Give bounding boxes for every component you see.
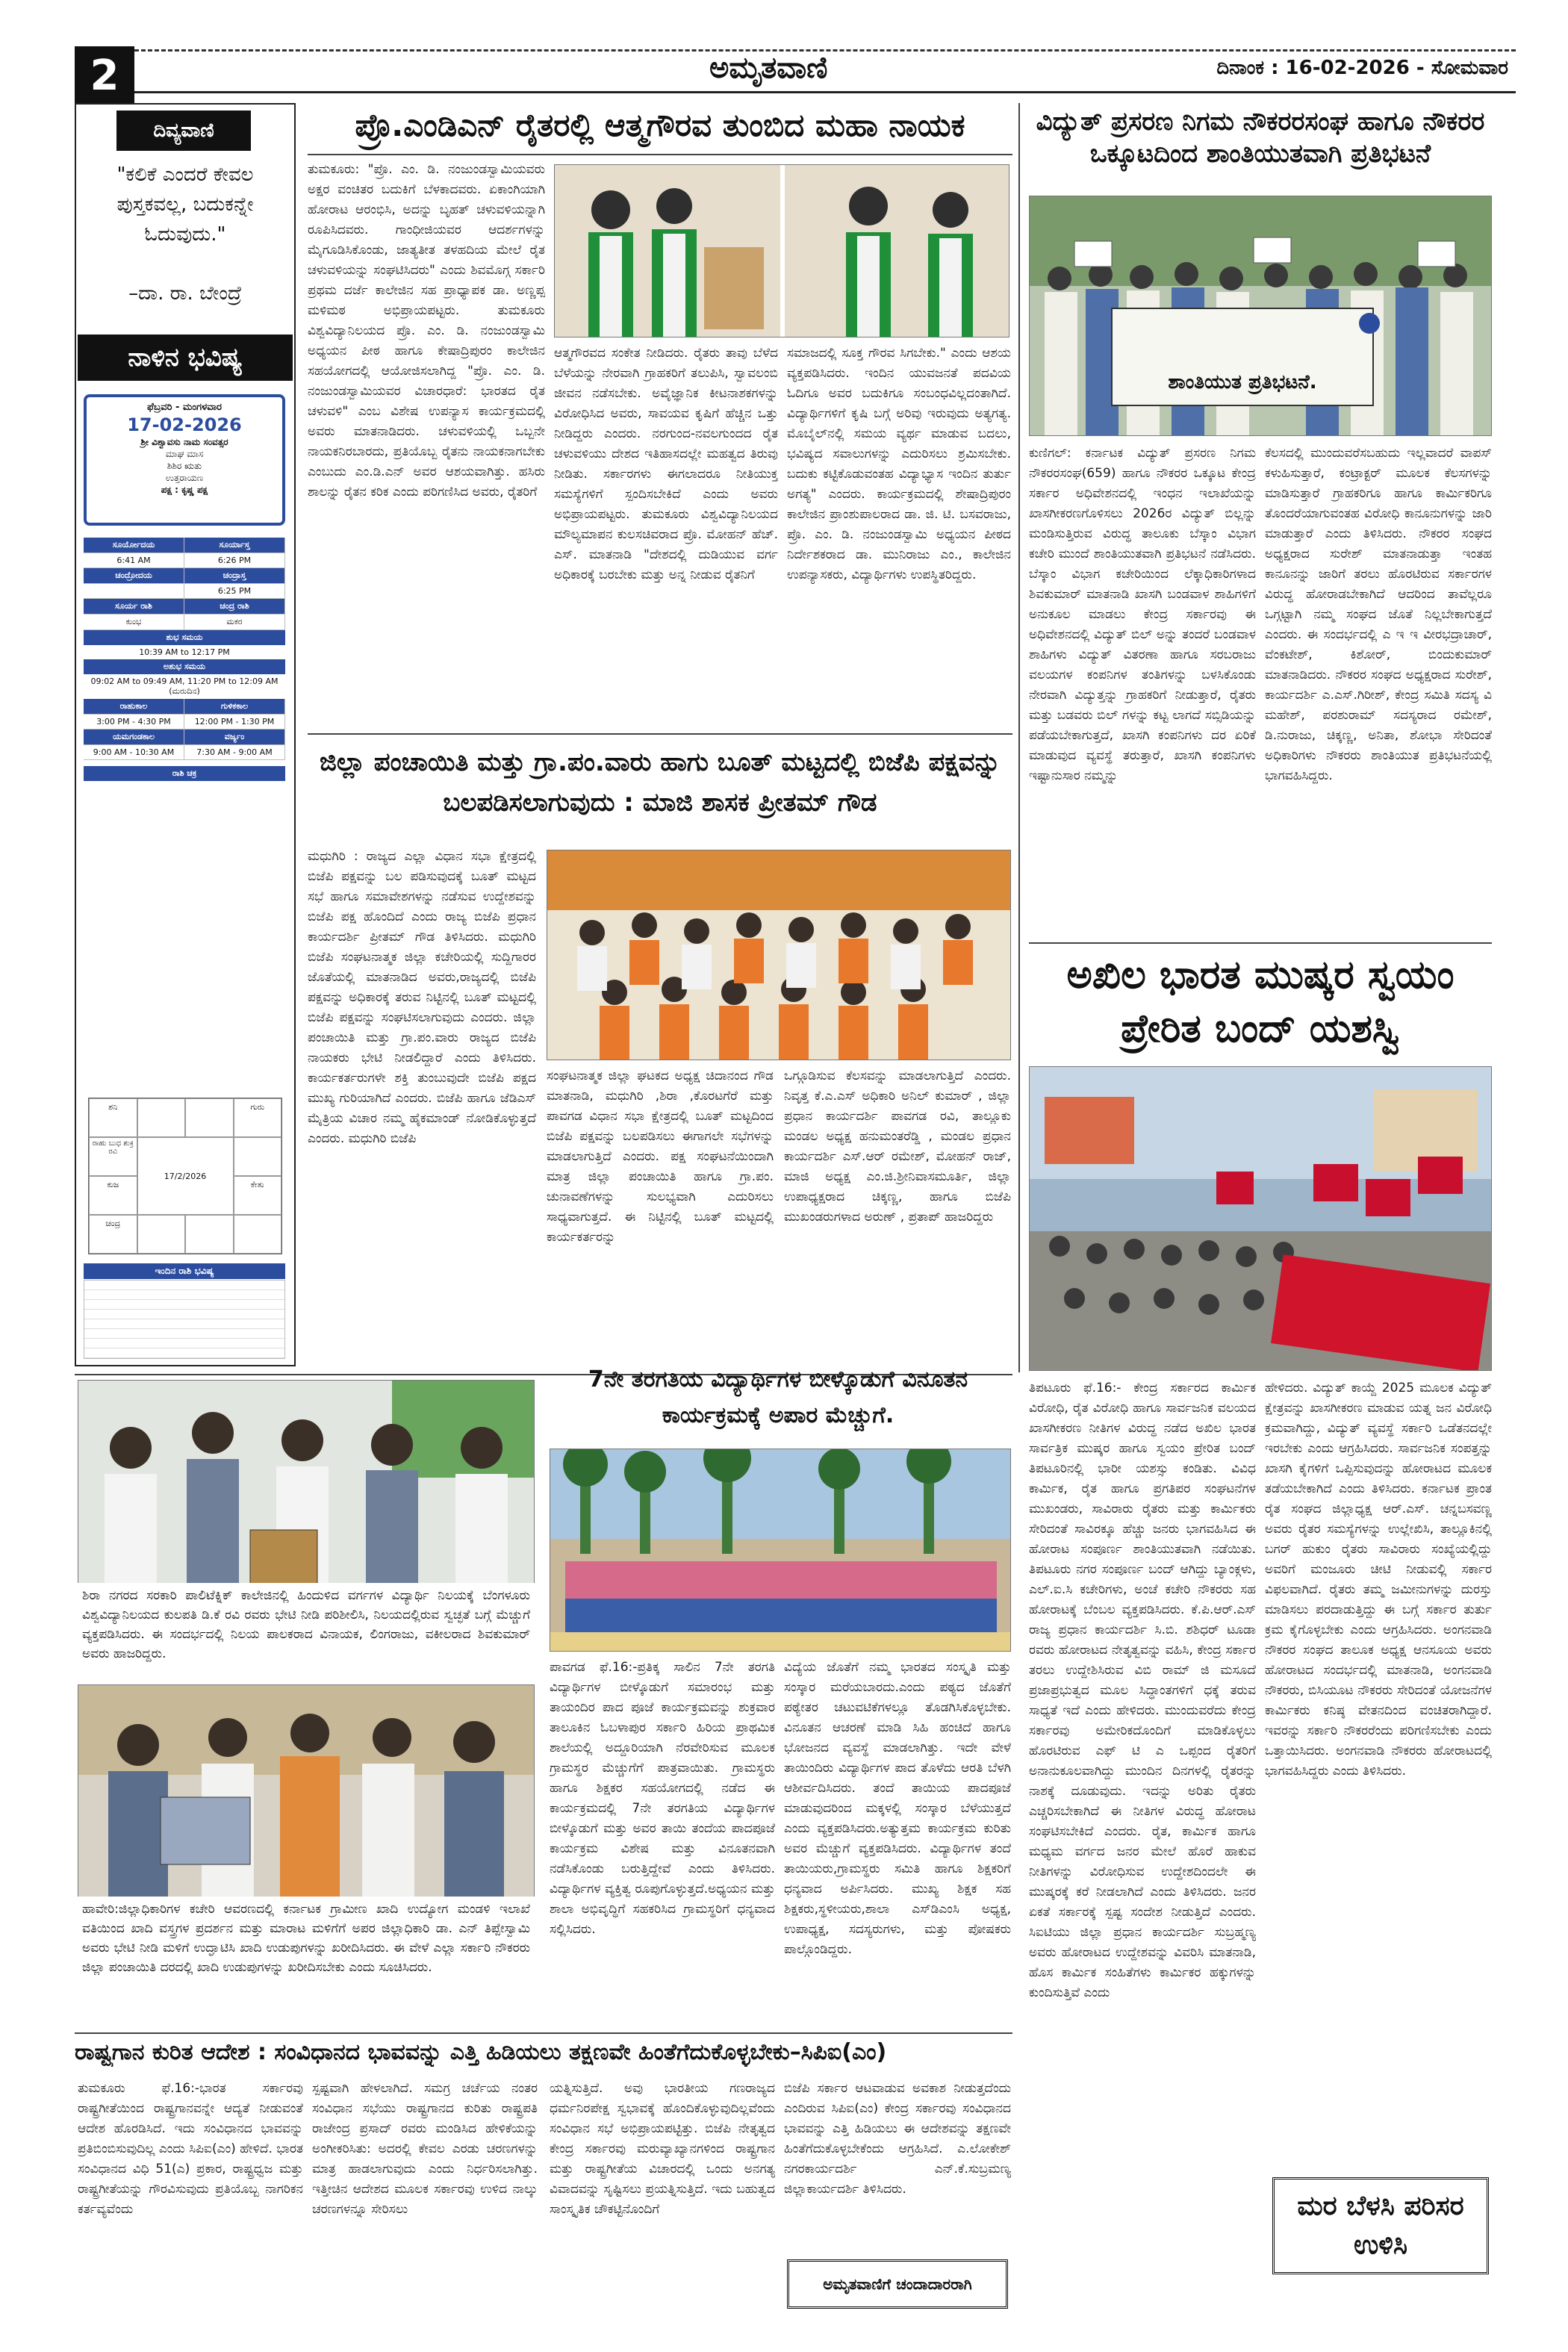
header-rule: [134, 91, 1516, 93]
moon-header-set: ಚಂದ್ರಾಸ್ತ: [184, 568, 285, 583]
gulika-header: ಗುಳಿಕಕಾಲ: [184, 699, 285, 714]
yama-value: 9:00 AM - 10:30 AM: [84, 745, 184, 759]
rashi-cell-rahu: ರಾಹು ಬುಧ ಶುಕ್ರ ರವಿ: [89, 1137, 137, 1176]
moonrise-value: [84, 584, 184, 598]
calendar-date: 17-02-2026: [127, 414, 242, 435]
article4-col2: ಹೇಳಿದರು. ವಿದ್ಯುತ್ ಕಾಯ್ದೆ 2025 ಮೂಲಕ ವಿದ್ಯುತ್ ಕ್ಷೇತ್ರವನ್ನು ಖಾಸಗೀಕರಣ ಮಾಡುವ ಯತ್ನ ಜನ ವಿರೋಧಿ ಕ್ರಮವಾಗಿದ್ದು, ವಿದ್ಯುತ್ ವ್ಯವಸ್ಥೆ ಸರ್ಕಾರಿ ಒಡೆತನದಲ್ಲೇ ಇರಬೇಕು ಎಂದು ಆಗ್ರಹಿಸಿದರು. ಸಾರ್ವಜನಿಕ ಸಂಪತ್ತನ್ನು ಖಾಸಗಿ ಕೈಗಳಿಗೆ ಒಪ್ಪಿಸುವುದನ್ನು ಹೋರಾಟದ ಮೂಲಕ ತಡೆಯಬೇಕಾಗಿದೆ ಎಂದು ತಿಳಿಸಿದರು. ಕರ್ನಾಟಕ ಪ್ರಾಂತ ರೈತ ಸಂಘದ ಜಿಲ್ಲಾಧ್ಯಕ್ಷ ಆರ್.ಎಸ್. ಚನ್ನಬಸವಣ್ಣ ಅವರು ರೈತರ ಸಮಸ್ಯೆಗಳನ್ನು ಉಲ್ಲೇಖಿಸಿ, ತಾಲ್ಲೂಕಿನಲ್ಲಿ ಬಗರ್ ಹುಕುಂ ರೈತರು ಸಾವಿರಾರು ಸಂಖ್ಯೆಯಲ್ಲಿದ್ದು ಅವರಿಗೆ ಮಂಜೂರು ಚೀಟಿ ನೀಡುವಲ್ಲಿ ಸರ್ಕಾರ ವಿಫಲವಾಗಿದೆ. ರೈತರು ತಮ್ಮ ಜಮೀನುಗಳನ್ನು ದುರಸ್ತು ಮಾಡಿಸಲು ಪರದಾಡುತ್ತಿದ್ದು ಈ ಬಗ್ಗೆ ಸರ್ಕಾರ ತುರ್ತು ಕ್ರಮ ಕೈಗೊಳ್ಳಬೇಕು ಎಂದು ಆಗ್ರಹಿಸಿದರು. ಅಂಗನವಾಡಿ ನೌಕರರ ಸಂಘದ ತಾಲೂಕ ಅಧ್ಯಕ್ಷ ಆನಸೂಯ ಅವರು ಹೋರಾಟದ ಸಂದರ್ಭದಲ್ಲಿ ಮಾತನಾಡಿ, ಅಂಗನವಾಡಿ ನೌಕರರು, ಬಿಸಿಯೂಟ ನೌಕರರು ಸೇರಿದಂತೆ ಯೋಜನೆಗಳ ಕಾರ್ಮಿಕರು ಕನಿಷ್ಠ ವೇತನದಿಂದ ವಂಚಿತರಾಗಿದ್ದಾರೆ. ಇವರನ್ನು ಸರ್ಕಾರಿ ನೌಕರರೆಂದು ಪರಿಗಣಿಸಬೇಕು ಎಂದು ಒತ್ತಾಯಿಸಿದರು. ಅಂಗನವಾಡಿ ನೌಕರರು ಹೋರಾಟದಲ್ಲಿ ಭಾಗವಹಿಸಿದ್ದರು ಎಂದು ತಿಳಿಸಿದರು.: [1265, 1381, 1492, 1779]
article3-col1: ಮಧುಗಿರಿ : ರಾಜ್ಯದ ಎಲ್ಲಾ ವಿಧಾನ ಸಭಾ ಕ್ಷೇತ್ರದಲ್ಲಿ ಬಿಜೆಪಿ ಪಕ್ಷವನ್ನು ಬಲ ಪಡಿಸುವುದಕ್ಕೆ ಬೂತ್ ಮಟ್ಟದ ಸಭೆ ಹಾಗೂ ಸಮಾವೇಶಗಳನ್ನು ನಡೆಸುವ ಉದ್ದೇಶವನ್ನು ಬಿಜೆಪಿ ಪಕ್ಷ ಹೊಂದಿದೆ ಎಂದು ರಾಜ್ಯ ಬಿಜೆಪಿ ಪ್ರಧಾನ ಕಾರ್ಯದರ್ಶಿ ಪ್ರೀತಮ್ ಗೌಡ ತಿಳಿಸಿದರು. ಮಧುಗಿರಿ ಬಿಜೆಪಿ ಸಂಘಟನಾತ್ಮಕ ಜಿಲ್ಲಾ ಕಚೇರಿಯಲ್ಲಿ ಸುದ್ದಿಗಾರರ ಜೊತೆಯಲ್ಲಿ ಮಾತನಾಡಿದ ಅವರು,ರಾಜ್ಯದಲ್ಲಿ ಬಿಜೆಪಿ ಪಕ್ಷವನ್ನು ಅಧಿಕಾರಕ್ಕೆ ತರುವ ನಿಟ್ಟಿನಲ್ಲಿ ಬೂತ್ ಮಟ್ಟದಲ್ಲಿ ಬಿಜೆಪಿ ಪಕ್ಷವನ್ನು ಸಂಘಟಿಸಲಾಗುವುದು ಎಂದರು. ಜಿಲ್ಲಾ ಪಂಚಾಯಿತಿ ಮತ್ತು ಗ್ರಾ.ಪಂ.ವಾರು ರಾಜ್ಯದ ಬಿಜೆಪಿ ನಾಯಕರು ಭೇಟಿ ನೀಡಲಿದ್ದಾರೆ ಎಂದು ತಿಳಿಸಿದರು. ಕಾರ್ಯಕರ್ತರುಗಳೇ ಶಕ್ತಿ ತುಂಬುವುದೇ ಬಿಜೆಪಿ ಪಕ್ಷದ ಮುಖ್ಯ ಗುರಿಯಾಗಿದೆ ಎಂದರು. ಬಿಜೆಪಿ ಹಾಗೂ ಜೆಡಿಎಸ್ ಮೈತ್ರಿಯ ವಿಚಾರ ನಮ್ಮ ಹೈಕಮಾಂಡ್ ನೋಡಿಕೊಳ್ಳುತ್ತದೆ ಎಂದರು. ಮಧುಗಿರಿ ಬಿಜೆಪಿ: [308, 849, 536, 1146]
article3-top-rule: [308, 733, 1012, 735]
sun-header-rise: ಸೂರ್ಯೋದಯ: [84, 538, 184, 553]
calendar-masa: ಮಾಘ ಮಾಸ: [165, 449, 204, 459]
article4-top-rule: [1029, 942, 1492, 944]
article5-caption: ಶಿರಾ ನಗರದ ಸರಕಾರಿ ಪಾಲಿಟೆಕ್ನಿಕ್ ಕಾಲೇಜಿನಲ್ಲಿ ಹಿಂದುಳಿದ ವರ್ಗಗಳ ವಿದ್ಯಾರ್ಥಿ ನಿಲಯಕ್ಕೆ ಬೆಂಗಳೂರು ವಿಶ್ವವಿದ್ಯಾನಿಲಯದ ಕುಲಪತಿ ಡಿ.ಕೆ ರವಿ ರವರು ಭೇಟಿ ನೀಡಿ ಪರಿಶೀಲಿಸಿ, ನಿಲಯದಲ್ಲಿರುವ ಸ್ವಚ್ಛತೆ ಬಗ್ಗೆ ಮೆಚ್ಚುಗೆ ವ್ಯಕ್ತಪಡಿಸಿದರು. ಈ ಸಂದರ್ಭದಲ್ಲಿ ನಿಲಯ ಪಾಲಕರಾದ ವಿನಾಯಕ, ಲಿಂಗರಾಜು, ವಕೀಲರಾದ ಶಿವಕುಮಾರ್ ಅವರು ಹಾಜರಿದ್ದರು.: [78, 1583, 535, 1671]
tree-box: [1272, 2177, 1489, 2274]
rashi-chart: [88, 1098, 282, 1254]
varjya-value: 7:30 AM - 9:00 AM: [184, 745, 285, 759]
article2-title: ವಿದ್ಯುತ್ ಪ್ರಸರಣ ನಿಗಮ ನೌಕರರಸಂಘ ಹಾಗೂ ನೌಕರರ ಒಕ್ಕೂಟದಿಂದ ಶಾಂತಿಯುತವಾಗಿ ಪ್ರತಿಭಟನೆ: [1036, 107, 1485, 169]
rashi-cell-ketu: ಕೇತು: [234, 1176, 282, 1215]
article2-photo-art: [1030, 196, 1492, 436]
article1-col2: ಆತ್ಮಗೌರವದ ಸಂಕೇತ ನೀಡಿದರು. ರೈತರು ತಾವು ಬೆಳೆದ ಬೆಳೆಯನ್ನು ನೇರವಾಗಿ ಗ್ರಾಹಕರಿಗೆ ತಲುಪಿಸಿ, ಸ್ವಾವಲಂಬಿ ಜೀವನ ನಡೆಸಬೇಕು. ಅವೈಜ್ಞಾನಿಕ ಕೀಟನಾಶಕಗಳನ್ನು ವಿರೋಧಿಸಿದ ಅವರು, ಸಾವಯವ ಕೃಷಿಗೆ ಹೆಚ್ಚಿನ ಒತ್ತು ನೀಡಿದ್ದರು ಎಂದರು. ನರಗುಂದ-ನವಲಗುಂದದ ರೈತ ಚಳುವಳಿಯು ದೇಶದ ಇತಿಹಾಸದಲ್ಲೇ ಮಹತ್ವದ ತಿರುವು ನೀಡಿತು. ಸರ್ಕಾರಗಳು ಈಗಲಾದರೂ ನೀತಿಯುಕ್ತ ಸಮಸ್ಯೆಗಳಿಗೆ ಸ್ಪಂದಿಸಬೇಕಿದೆ ಎಂದು ಅವರು ಅಭಿಪ್ರಾಯಪಟ್ಟರು. ತುಮಕೂರು ವಿಶ್ವವಿದ್ಯಾನಿಲಯದ ಮೌಲ್ಯಮಾಪನ ಕುಲಸಚಿವರಾದ ಪ್ರೊ. ಮೋಹನ್ ಹೆಚ್. ಎಸ್. ಮಾತನಾಡಿ "ದೇಶದಲ್ಲಿ ದುಡಿಯುವ ವರ್ಗ ಅಧಿಕಾರಕ್ಕೆ ಬರಬೇಕು ಮತ್ತು ಅನ್ನ ನೀಡುವ ರೈತನಿಗೆ: [554, 346, 778, 582]
article3-photo-art: [547, 850, 1011, 1060]
calendar-samvatsara: ಶ್ರೀ ವಿಶ್ವಾವಸು ನಾಮ ಸಂವತ್ಸರ: [140, 437, 228, 447]
article1-photo-art: [555, 165, 1009, 337]
daily-horoscope-table: [84, 1280, 285, 1359]
shubha-value: 10:39 AM to 12:17 PM: [139, 647, 230, 657]
rashi-cell-kuja: ಕುಜ: [89, 1176, 137, 1215]
moon-rashi: ಮಕರ: [184, 615, 285, 629]
ashubha-label: ಅಶುಭ ಸಮಯ: [84, 659, 285, 674]
calendar-weekday: ಫೆಬ್ರವರಿ - ಮಂಗಳವಾರ: [147, 402, 222, 413]
article7-col2: ವಿದ್ಯೆಯ ಜೊತೆಗೆ ನಮ್ಮ ಭಾರತದ ಸಂಸ್ಕೃತಿ ಮತ್ತು ಸಂಸ್ಕಾರ ಮರೆಯಬಾರದು.ಎಂದು ಪಠ್ಯದ ಜೊತೆಗೆ ಪಠ್ಯೇತರ ಚಟುವಟಿಕೆಗಳಲ್ಲೂ ತೊಡಗಿಸಿಕೊಳ್ಳಬೇಕು. ವಿನೂತನ ಆಚರಣೆ ಮಾಡಿ ಸಿಹಿ ಹಂಚಿದೆ ಹಾಗೂ ಭೋಜನದ ವ್ಯವಸ್ಥೆ ಮಾಡಲಾಗಿತ್ತು. ಇದೇ ವೇಳೆ ತಾಯಿಂದಿರು ವಿದ್ಯಾರ್ಥಿಗಳ ಪಾದ ತೊಳೆದು ಆರತಿ ಬೆಳಗಿ ಆಶೀರ್ವದಿಸಿದರು. ತಂದೆ ತಾಯಿಯ ಪಾದಪೂಜೆ ಮಾಡುವುದರಿಂದ ಮಕ್ಕಳಲ್ಲಿ ಸಂಸ್ಕಾರ ಬೆಳೆಯುತ್ತದೆ ಎಂದು ವ್ಯಕ್ತಪಡಿಸಿದರು.ಅತ್ಯುತ್ತಮ ಕಾರ್ಯಕ್ರಮ ಕುರಿತು ಅವರ ಮೆಚ್ಚುಗೆ ವ್ಯಕ್ತಪಡಿಸಿದರು. ವಿದ್ಯಾರ್ಥಿಗಳ ತಂದೆ ತಾಯಿಯರು,ಗ್ರಾಮಸ್ಥರು ಸಮಿತಿ ಹಾಗೂ ಶಿಕ್ಷಕರಿಗೆ ಧನ್ಯವಾದ ಅರ್ಪಿಸಿದರು. ಮುಖ್ಯ ಶಿಕ್ಷಕ ಸಹ ಶಿಕ್ಷಕರು,ಸ್ಥಳೀಯರು,ಶಾಲಾ ಎಸ್‌ಡಿಎಂಸಿ ಅಧ್ಯಕ್ಷ, ಉಪಾಧ್ಯಕ್ಷ, ಸದಸ್ಯರುಗಳು, ಮತ್ತು ಪೋಷಕರು ಪಾಲ್ಗೊಂಡಿದ್ದರು.: [784, 1660, 1011, 1957]
article8-col2: ಸ್ಪಷ್ಟವಾಗಿ ಹೇಳಲಾಗಿದೆ. ಸಮಗ್ರ ಚರ್ಚೆಯ ನಂತರ ಸಂವಿಧಾನ ಸಭೆಯು ರಾಷ್ಟ್ರಗಾನದ ಕುರಿತು ರಾಷ್ಟ್ರಪತಿ ರಾಜೇಂದ್ರ ಪ್ರಸಾದ್ ರವರು ಮಂಡಿಸಿದ ಹೇಳಿಕೆಯನ್ನು ಅಂಗೀಕರಿಸಿತು: ಅದರಲ್ಲಿ ಕೇವಲ ಎರಡು ಚರಣಗಳನ್ನು ಮಾತ್ರ ಹಾಡಲಾಗುವುದು ಎಂದು ನಿರ್ಧರಿಸಲಾಗಿತ್ತು. ಇತ್ತೀಚಿನ ಆದೇಶದ ಮೂಲಕ ಸರ್ಕಾರವು ಉಳಿದ ನಾಲ್ಕು ಚರಣಗಳನ್ನೂ ಸೇರಿಸಲು: [312, 2081, 538, 2217]
article4-photo-art: [1030, 1067, 1492, 1371]
subscribe-box: [787, 2259, 1008, 2309]
article1-title: ಪ್ರೊ.ಎಂಡಿಎನ್ ರೈತರಲ್ಲಿ ಆತ್ಮಗೌರವ ತುಂಬಿದ ಮಹಾ ನಾಯಕ: [355, 107, 965, 143]
page-number: 2: [75, 46, 134, 105]
date-line: ದಿನಾಂಕ : 16-02-2026 - ಸೋಮವಾರ: [1216, 57, 1508, 79]
quote-text: "ಕಲಿಕೆ ಎಂದರೆ ಕೇವಲ ಪುಸ್ತಕವಲ್ಲ, ಬದುಕನ್ನೇ ಓದುವುದು.": [116, 164, 254, 246]
article4-photo: [1029, 1066, 1492, 1371]
ashubha-value: 09:02 AM to 09:49 AM, 11:20 PM to 12:09 AM (ಮರುದಿನ): [90, 676, 279, 696]
sunset-value: 6:26 PM: [184, 553, 285, 567]
article7-photo-art: [550, 1449, 1011, 1652]
daily-horoscope-label: ಇಂದಿನ ರಾಶಿ ಭವಿಷ್ಯ: [84, 1263, 285, 1279]
calendar-ritu: ಶಿಶಿರ ಋತು: [167, 461, 202, 471]
article3-photo: [547, 850, 1011, 1060]
article1-title-rule: [308, 154, 1012, 155]
article7-col1: ಪಾವಗಡ ಫೆ.16:-ಪ್ರತಿಕ್ಕ ಸಾಲಿನ 7ನೇ ತರಗತಿ ವಿದ್ಯಾರ್ಥಿಗಳ ಬೀಳ್ಕೊಡುಗೆ ಸಮಾರಂಭ ಮತ್ತು ತಾಯಂದಿರ ಪಾದ ಪೂಜೆ ಕಾರ್ಯಕ್ರಮವನ್ನು ಶುಕ್ರವಾರ ತಾಲೂಕಿನ ಓಬಳಾಪುರ ಸರ್ಕಾರಿ ಹಿರಿಯ ಪ್ರಾಥಮಿಕ ಶಾಲೆಯಲ್ಲಿ ಅದ್ದೂರಿಯಾಗಿ ನೆರವೇರಿಸುವ ಮೂಲಕ ಗ್ರಾಮಸ್ಥರ ಮೆಚ್ಚುಗೆಗೆ ಪಾತ್ರವಾಯಿತು. ಗ್ರಾಮಸ್ಥರು ಹಾಗೂ ಶಿಕ್ಷಕರ ಸಹಯೋಗದಲ್ಲಿ ನಡೆದ ಈ ಕಾರ್ಯಕ್ರಮದಲ್ಲಿ 7ನೇ ತರಗತಿಯ ವಿದ್ಯಾರ್ಥಿಗಳ ಬೀಳ್ಕೊಡುಗೆ ಮತ್ತು ಅವರ ತಾಯಿ ತಂದೆಯ ಪಾದಪೂಜೆ ಕಾರ್ಯಕ್ರಮ ವಿಶೇಷ ಮತ್ತು ವಿನೂತನವಾಗಿ ನಡೆಸಿಕೊಂಡು ಬರುತ್ತಿದ್ದೇವೆ ಎಂದು ತಿಳಿಸಿದರು. ವಿದ್ಯಾರ್ಥಿಗಳ ವ್ಯಕ್ತಿತ್ವ ರೂಪುಗೊಳ್ಳುತ್ತದೆ.ಅಧ್ಯಯನ ಮತ್ತು ಶಾಲಾ ಅಭಿವೃದ್ಧಿಗೆ ಸಹಕರಿಸಿದ ಗ್ರಾಮಸ್ಥರಿಗೆ ಧನ್ಯವಾದ ಸಲ್ಲಿಸಿದರು.: [550, 1660, 775, 1937]
mid-vertical-rule: [1018, 103, 1020, 1372]
yama-header: ಯಮಗಂಡಕಾಲ: [84, 729, 184, 744]
article7-title: 7ನೇ ತರಗತಿಯ ವಿದ್ಯಾರ್ಥಿಗಳ ಬೀಳ್ಕೊಡುಗೆ ವಿನೂತನ ಕಾರ್ಯಕ್ರಮಕ್ಕೆ ಅಪಾರ ಮೆಚ್ಚುಗೆ.: [588, 1366, 968, 1428]
subscribe-box-text: ಅಮೃತವಾಣಿಗೆ ಚಂದಾದಾರರಾಗಿ: [823, 2275, 972, 2293]
article3-title: ಜಿಲ್ಲಾ ಪಂಚಾಯಿತಿ ಮತ್ತು ಗ್ರಾ.ಪಂ.ವಾರು ಹಾಗು ಬೂತ್ ಮಟ್ಟದಲ್ಲಿ ಬಿಜೆಪಿ ಪಕ್ಷವನ್ನು ಬಲಪಡಿಸಲಾಗುವುದು : ಮಾಜಿ ಶಾಸಕ ಪ್ರೀತಮ್ ಗೌಡ: [320, 747, 1001, 818]
rashi-cell-chandra: ಚಂದ್ರ: [89, 1215, 137, 1254]
article2-col2: ಕೆಲಸದಲ್ಲಿ ಮುಂದುವರೆಸಬಹುದು ಇಲ್ಲವಾದರೆ ವಾಪಸ್ ಕಳುಹಿಸುತ್ತಾರೆ, ಕಂಟ್ರಾಕ್ಟರ್ ಮೂಲಕ ಕೆಲಸಗಳನ್ನು ಮಾಡಿಸುತ್ತಾರೆ ಗ್ರಾಹಕರಿಗೂ ಹಾಗೂ ಕಾರ್ಮಿಕರಿಗೂ ತೊಂದರೆಯಾಗುವಂತಹ ವಿರೋಧಿ ಕಾನೂನುಗಳನ್ನು ಜಾರಿ ಮಾಡುತ್ತಾರೆ ಎಂದು ತಿಳಿಸಿದರು. ನೌಕರರ ಸಂಘದ ಅಧ್ಯಕ್ಷರಾದ ಸುರೇಶ್ ಮಾತನಾಡುತ್ತಾ ಇಂತಹ ಕಾನೂನನ್ನು ಜಾರಿಗೆ ತರಲು ಹೊರಟಿರುವ ಸರ್ಕಾರಗಳ ವಿರುದ್ಧ ಹೋರಾಡಬೇಕಾಗಿದೆ ಆದರಿಂದ ತಾವೆಲ್ಲರೂ ಒಗ್ಗಟ್ಟಾಗಿ ನಮ್ಮ ಸಂಘದ ಜೊತೆ ನಿಲ್ಲಬೇಕಾಗುತ್ತದೆ ಎಂದರು. ಈ ಸಂದರ್ಭದಲ್ಲಿ ಎ ಇ ಇ ವೀರಭದ್ರಾಚಾರ್, ವೆಂಕಟೇಶ್, ಕಿಶೋರ್, ಬಿಂದುಕುಮಾರ್ ಮಾತನಾಡಿದರು. ನೌಕರರ ಸಂಘದ ಅಧ್ಯಕ್ಷರಾದ ಸುರೇಶ್, ಕಾರ್ಯದರ್ಶಿ ಎ.ಎಸ್.ಗಿರೀಶ್, ಕೇಂದ್ರ ಸಮಿತಿ ಸದಸ್ಯ ವಿ ಮಹೇಶ್, ಪರಶುರಾಮ್ ಸದಸ್ಯರಾದ ರಮೇಶ್, ಡಿ.ನುರಾಜು, ಚಿಕ್ಕಣ್ಣ, ಅನಿತಾ, ಶೋಭಾ ಸೇರಿದಂತೆ ಅಧಿಕಾರಿಗಳು ನೌಕರರು ಶಾಂತಿಯುತ ಪ್ರತಿಭಟನೆಯಲ್ಲಿ ಭಾಗವಹಿಸಿದ್ದರು.: [1265, 446, 1492, 783]
sun-table: [84, 538, 285, 781]
sun-header-set: ಸೂರ್ಯಾಸ್ತ: [184, 538, 285, 553]
moonset-value: 6:25 PM: [184, 584, 285, 598]
article8-top-rule: [75, 2032, 1012, 2034]
tree-box-text: ಮರ ಬೆಳಸಿ ಪರಿಸರ ಉಳಿಸಿ: [1297, 2191, 1464, 2260]
article4-title: ಅಖಿಲ ಭಾರತ ಮುಷ್ಕರ ಸ್ವಯಂ ಪ್ರೇರಿತ ಬಂದ್ ಯಶಸ್ವಿ: [1066, 953, 1455, 1051]
rashi-chakra-label: ರಾಶಿ ಚಕ್ರ: [84, 766, 285, 781]
article4-col1: ತಿಪಟೂರು ಫೆ.16:- ಕೇಂದ್ರ ಸರ್ಕಾರದ ಕಾರ್ಮಿಕ ವಿರೋಧಿ, ರೈತ ವಿರೋಧಿ ಹಾಗೂ ಸಾರ್ವಜನಿಕ ವಲಯದ ಖಾಸಗೀಕರಣ ನೀತಿಗಳ ವಿರುದ್ಧ ನಡೆದ ಅಖಿಲ ಭಾರತ ಸಾರ್ವತ್ರಿಕ ಮುಷ್ಕರ ಹಾಗೂ ಸ್ವಯಂ ಪ್ರೇರಿತ ಬಂದ್ ತಿಪಟೂರಿನಲ್ಲಿ ಭಾರೀ ಯಶಸ್ಸು ಕಂಡಿತು. ವಿವಿಧ ಕಾರ್ಮಿಕ, ರೈತ ಹಾಗೂ ಪ್ರಗತಿಪರ ಸಂಘಟನೆಗಳ ಮುಖಂಡರು, ಸಾವಿರಾರು ರೈತರು ಮತ್ತು ಕಾರ್ಮಿಕರು ಸೇರಿದಂತೆ ಸಾವಿರಕ್ಕೂ ಹೆಚ್ಚು ಜನರು ಭಾಗವಹಿಸಿದ ಈ ಹೋರಾಟ ಸಂಪೂರ್ಣ ಶಾಂತಿಯುತವಾಗಿ ನಡೆಯಿತು. ತಿಪಟೂರು ನಗರ ಸಂಪೂರ್ಣ ಬಂದ್ ಆಗಿದ್ದು ಬ್ಯಾಂಕ್ಗಳು, ಎಲ್.ಐ.ಸಿ ಕಚೇರಿಗಳು, ಅಂಚೆ ಕಚೇರಿ ನೌಕರರು ಸಹ ಹೋರಾಟಕ್ಕೆ ಬೆಂಬಲ ವ್ಯಕ್ತಪಡಿಸಿದರು. ಕೆ.ಪಿ.ಆರ್.ಎಸ್ ರಾಜ್ಯ ಪ್ರಧಾನ ಕಾರ್ಯದರ್ಶಿ ಸಿ.ಬಿ. ಶಶಿಧರ್ ಟೂಡಾ ರವರು ಹೋರಾಟದ ನೇತೃತ್ವವನ್ನು ವಹಿಸಿ, ಕೇಂದ್ರ ಸರ್ಕಾರ ತರಲು ಉದ್ದೇಶಿಸಿರುವ ವಿಬಿ ರಾಮ್ ಜಿ ಮಸೂದೆ ಪ್ರಜಾಪ್ರಭುತ್ವದ ಮೂಲ ಸಿದ್ಧಾಂತಗಳಿಗೆ ಧಕ್ಕೆ ತರುವ ಸಾಧ್ಯತೆ ಇದೆ ಎಂದು ಹೇಳಿದರು. ಮುಂದುವರೆದು ಕೇಂದ್ರ ಸರ್ಕಾರವು ಅಮೇರಿಕದೊಂದಿಗೆ ಮಾಡಿಕೊಳ್ಳಲು ಹೊರಟಿರುವ ಎಫ್ ಟಿ ಎ ಒಪ್ಪಂದ ರೈತರಿಗೆ ಅನಾನುಕೂಲವಾಗಿದ್ದು ಮುಂದಿನ ದಿನಗಳಲ್ಲಿ ರೈತರನ್ನು ನಾಶಕ್ಕೆ ದೂಡುವುದು. ಇದನ್ನು ಅರಿತು ರೈತರು ಎಚ್ಚರಿಸಬೇಕಾಗಿದೆ ಈ ನೀತಿಗಳ ವಿರುದ್ಧ ಹೋರಾಟ ಸಂಘಟಿಸಬೇಕಿದೆ ಎಂದರು. ರೈತ, ಕಾರ್ಮಿಕ ಹಾಗೂ ಮಧ್ಯಮ ವರ್ಗದ ಜನರ ಮೇಲೆ ಹೊರೆ ಹಾಕುವ ನೀತಿಗಳನ್ನು ವಿರೋಧಿಸುವ ಉದ್ದೇಶದಿಂದಲೇ ಈ ಮುಷ್ಕರಕ್ಕೆ ಕರೆ ನೀಡಲಾಗಿದೆ ಎಂದು ತಿಳಿಸಿದರು. ಜನರ ಏಕತೆ ಸರ್ಕಾರಕ್ಕೆ ಸ್ಪಷ್ಟ ಸಂದೇಶ ನೀಡುತ್ತಿದೆ ಎಂದರು. ಸಿಐಟಿಯು ಜಿಲ್ಲಾ ಪ್ರಧಾನ ಕಾರ್ಯದರ್ಶಿ ಸುಬ್ರಹ್ಮಣ್ಯ ಅವರು ಹೋರಾಟದ ಉದ್ದೇಶವನ್ನು ವಿವರಿಸಿ ಮಾತನಾಡಿ, ಹೊಸ ಕಾರ್ಮಿಕ ಸಂಹಿತೆಗಳು ಕಾರ್ಮಿಕರ ಹಕ್ಕುಗಳನ್ನು ಕುಂದಿಸುತ್ತಿವೆ ಎಂದು: [1029, 1381, 1256, 2000]
calendar-ayana: ಉತ್ತರಾಯಣ: [165, 473, 204, 483]
rashi-header-sun: ಸೂರ್ಯ ರಾಶಿ: [84, 599, 184, 614]
article2-banner-text: ಶಾಂತಿಯುತ ಪ್ರತಿಭಟನೆ.: [1168, 371, 1317, 393]
article2-photo: [1029, 196, 1492, 436]
quote-box-title: ದಿವ್ಯವಾಣಿ: [116, 111, 251, 151]
horoscope-title: ನಾಳಿನ ಭವಿಷ್ಯ: [78, 335, 293, 381]
gulika-value: 12:00 PM - 1:30 PM: [184, 715, 285, 729]
article1-col1: ತುಮಕೂರು: "ಪ್ರೊ. ಎಂ. ಡಿ. ನಂಜುಂಡಸ್ವಾಮಿಯವರು ಅಕ್ಷರ ವಂಚಿತರ ಬದುಕಿಗೆ ಬೆಳಕಾದವರು. ಏಕಾಂಗಿಯಾಗಿ ಹೋರಾಟ ಆರಂಭಿಸಿ, ಅದನ್ನು ಬೃಹತ್ ಚಳುವಳಿಯನ್ನಾಗಿ ರೂಪಿಸಿದವರು. ಗಾಂಧೀಜಿಯವರ ಆದರ್ಶಗಳನ್ನು ಮೈಗೂಡಿಸಿಕೊಂಡು, ಜಾತ್ಯತೀತ ತಳಹದಿಯ ಮೇಲೆ ರೈತ ಚಳುವಳಿಯನ್ನು ಸಂಘಟಿಸಿದರು" ಎಂದು ಶಿವಮೊಗ್ಗ ಸರ್ಕಾರಿ ಪ್ರಥಮ ದರ್ಜೆ ಕಾಲೇಜಿನ ಸಹ ಪ್ರಾಧ್ಯಾಪಕ ಡಾ. ಅಣ್ಣಪ್ಪ ಮಳಿಮಠ ಅಭಿಪ್ರಾಯಪಟ್ಟರು. ತುಮಕೂರು ವಿಶ್ವವಿದ್ಯಾನಿಲಯದ ಪ್ರೊ. ಎಂ. ಡಿ. ನಂಜುಂಡಸ್ವಾಮಿ ಅಧ್ಯಯನ ಪೀಠ ಹಾಗೂ ಕೇಷಾದ್ರಿಪುರಂ ಕಾಲೇಜಿನ ಸಹಯೋಗದಲ್ಲಿ ಆಯೋಜಿಸಲಾಗಿದ್ದ "ಪ್ರೊ. ಎಂ. ಡಿ. ನಂಜುಂಡಸ್ವಾಮಿಯವರ ವಿಚಾರಧಾರೆ: ಭಾರತದ ರೈತ ಚಳುವಳಿ" ಎಂಬ ವಿಶೇಷ ಉಪನ್ಯಾಸ ಕಾರ್ಯಕ್ರಮದಲ್ಲಿ ಅವರು ಮಾತನಾಡಿದರು. ಚಳುವಳಿಯಲ್ಲಿ ಒಬ್ಬನೇ ನಾಯಕನಿರಬಾರದು, ಪ್ರತಿಯೊಬ್ಬ ರೈತನು ನಾಯಕನಾಗಬೇಕು ಎಂಬುದು ಎಂ.ಡಿ.ಎನ್ ಅವರ ಆಶಯವಾಗಿತ್ತು. ಹಸಿರು ಶಾಲನ್ನು ರೈತನ ಕರಿಕ ಎಂದು ಪರಿಗಣಿಸಿದ ಅವರು, ರೈತರಿಗೆ: [308, 162, 545, 500]
rashi-cell-shani: ಶನಿ: [89, 1098, 137, 1137]
article3-col3: ಒಗ್ಗೂಡಿಸುವ ಕೆಲಸವನ್ನು ಮಾಡಲಾಗುತ್ತಿದೆ ಎಂದರು. ನಿವೃತ್ತ ಕೆ.ಎ.ಎಸ್ ಅಧಿಕಾರಿ ಅನಿಲ್ ಕುಮಾರ್ , ಜಿಲ್ಲಾ ಪ್ರಧಾನ ಕಾರ್ಯದರ್ಶಿ ಪಾವಗಡ ರವಿ, ತಾಲ್ಲೂಕು ಮಂಡಲ ಅಧ್ಯಕ್ಷ ಹನುಮಂತರೆಡ್ಡಿ , ಮಂಡಲ ಪ್ರಧಾನ ಕಾರ್ಯದರ್ಶಿ ಎಸ್.ಆರ್ ರಮೇಶ್, ಮೋಹನ್ ರಾಜ್, ಮಾಜಿ ಅಧ್ಯಕ್ಷ ಎಂ.ಜಿ.ಶ್ರೀನಿವಾಸಮೂರ್ತಿ, ಜಿಲ್ಲಾ ಉಪಾಧ್ಯಕ್ಷರಾದ ಚಿಕ್ಕಣ್ಣ, ಹಾಗೂ ಬಿಜೆಪಿ ಮುಖಂಡರುಗಳಾದ ಅರುಣ್ , ಪ್ರತಾಪ್ ಹಾಜರಿದ್ದರು: [784, 1068, 1011, 1225]
article8-col3: ಯತ್ನಿಸುತ್ತಿದೆ. ಅವು ಭಾರತೀಯ ಗಣರಾಜ್ಯದ ಧರ್ಮನಿರಪೇಕ್ಷ ಸ್ವಭಾವಕ್ಕೆ ಹೊಂದಿಕೊಳ್ಳುವುದಿಲ್ಲವೆಂದು ಸಂವಿಧಾನ ಸಭೆ ಅಭಿಪ್ರಾಯಪಟ್ಟಿತ್ತು. ಬಿಜೆಪಿ ನೇತೃತ್ವದ ಕೇಂದ್ರ ಸರ್ಕಾರವು ಮರುವ್ಯಾಖ್ಯಾನಗಳಿಂದ ರಾಷ್ಟ್ರಗಾನ ಮತ್ತು ರಾಷ್ಟ್ರಗೀತೆಯ ವಿಚಾರದಲ್ಲಿ ಒಂದು ಅನಗತ್ಯ ವಿವಾದವನ್ನು ಸೃಷ್ಟಿಸಲು ಪ್ರಯತ್ನಿಸುತ್ತಿದೆ. ಇದು ಬಹುತ್ವದ ಸಾಂಸ್ಕೃತಿಕ ಚೌಕಟ್ಟಿನೊಂದಿಗೆ: [550, 2081, 775, 2217]
rashi-header-moon: ಚಂದ್ರ ರಾಶಿ: [184, 599, 285, 614]
rahu-header: ರಾಹುಕಾಲ: [84, 699, 184, 714]
article8-col1: ತುಮಕೂರು ಫೆ.16:-ಭಾರತ ಸರ್ಕಾರವು ರಾಷ್ಟ್ರಗೀತೆಯಿಂದ ರಾಷ್ಟ್ರಗಾನವನ್ನೇ ಆದ್ಯತೆ ನೀಡುವಂತೆ ಆದೇಶ ಹೊರಡಿಸಿದೆ. ಇದು ಸಂವಿಧಾನದ ಭಾವವನ್ನು ಪ್ರತಿಬಿಂಬಿಸುವುದಿಲ್ಲ ಎಂದು ಸಿಪಿಐ(ಎಂ) ಹೇಳಿದೆ. ಭಾರತ ಸಂವಿಧಾನದ ವಿಧಿ 51(ಎ) ಪ್ರಕಾರ, ರಾಷ್ಟ್ರಧ್ವಜ ಮತ್ತು ರಾಷ್ಟ್ರಗೀತೆಯನ್ನು ಗೌರವಿಸುವುದು ಪ್ರತಿಯೊಬ್ಬ ನಾಗರಿಕನ ಕರ್ತವ್ಯವೆಂದು: [78, 2081, 303, 2217]
article2-col1: ಕುಣಿಗಲ್: ಕರ್ನಾಟಕ ವಿದ್ಯುತ್ ಪ್ರಸರಣ ನಿಗಮ ನೌಕರರಸಂಘ(659) ಹಾಗೂ ನೌಕರರ ಒಕ್ಕೂಟ ಕೇಂದ್ರ ಸರ್ಕಾರ ಅಧಿವೇಶನದಲ್ಲಿ ಇಂಧನ ಇಲಾಖೆಯನ್ನು ಖಾಸಗೀಕರಣಗೊಳಿಸಲು 2026ರ ವಿದ್ಯುತ್ ಬಿಲ್ಲನ್ನು ಮಂಡಿಸುತ್ತಿರುವ ವಿರುದ್ಧ ತಾಲೂಕು ಬೆಸ್ಕಾಂ ವಿಭಾಗ ಕಚೇರಿ ಮುಂದೆ ಶಾಂತಿಯುತವಾಗಿ ಪ್ರತಿಭಟನೆ ನಡೆಸಿದರು. ಬೆಸ್ಕಾಂ ವಿಭಾಗ ಕಚೇರಿಯಿಂದ ಲೆಕ್ಕಾಧಿಕಾರಿಗಳಾದ ಶಿವಕುಮಾರ್ ಮಾತನಾಡಿ ಖಾಸಗಿ ಬಂಡವಾಳ ಶಾಹಿಗಳಿಗೆ ಅನುಕೂಲ ಮಾಡಲು ಕೇಂದ್ರ ಸರ್ಕಾರವು ಈ ಅಧಿವೇಶನದಲ್ಲಿ ವಿದ್ಯುತ್ ಬಿಲ್ ಅನ್ನು ತಂದರೆ ಬಂಡವಾಳ ಶಾಹಿಗಳು ವಿದ್ಯುತ್ ವಿತರಣಾ ಹಾಗೂ ಸರಬರಾಜು ವಲಯಗಳ ಕಂಪನಿಗಳ ತಂತಿಗಳನ್ನು ಬಳಸಿಕೊಂಡು ನೇರವಾಗಿ ವಿದ್ಯುತ್ತನ್ನು ಗ್ರಾಹಕರಿಗೆ ನೀಡುತ್ತಾರೆ, ರೈತರು ಮತ್ತು ಬಡವರು ಬಿಲ್ ಗಳನ್ನು ಕಟ್ಟ ಲಾಗದೆ ಸಬ್ಸಿಡಿಯನ್ನು ಪಡೆಯಬೇಕಾಗುತ್ತದೆ, ಖಾಸಗಿ ಕಂಪನಿಗಳು ದರ ಏರಿಕೆ ಮಾಡುವುದ ವ್ಯವಸ್ಥೆ ತರುತ್ತಾರೆ, ಖಾಸಗಿ ಕಂಪನಿಗಳು ಇಷ್ಟಾನುಸಾರ ನಮ್ಮನ್ನು: [1029, 446, 1256, 783]
article6-caption: ಹಾವೇರಿ:ಜಿಲ್ಲಾಧಿಕಾರಿಗಳ ಕಚೇರಿ ಆವರಣದಲ್ಲಿ ಕರ್ನಾಟಕ ಗ್ರಾಮೀಣ ಖಾದಿ ಉದ್ಯೋಗ ಮಂಡಳಿ ಇಲಾಖೆ ವತಿಯಿಂದ ಖಾದಿ ವಸ್ತ್ರಗಳ ಪ್ರದರ್ಶನ ಮತ್ತು ಮಾರಾಟ ಮಳಿಗೆಗೆ ಅಪರ ಜಿಲ್ಲಾಧಿಕಾರಿ ಡಾ. ಎನ್ ತಿಪ್ಪೇಸ್ವಾಮಿ ಅವರು ಭೇಟಿ ನೀಡಿ ಮಳಿಗೆ ಉದ್ಘಾಟಿಸಿ ಖಾದಿ ಉಡುಪುಗಳನ್ನು ಖರೀದಿಸಿದರು. ಈ ವೇಳೆ ಎಲ್ಲಾ ಸರ್ಕಾರಿ ನೌಕರರು ಜಿಲ್ಲಾ ಪಂಚಾಯಿತಿ ದರದಲ್ಲಿ ಖಾದಿ ಉಡುಪುಗಳನ್ನು ಖರೀದಿಸಬೇಕು ಎಂದು ಸೂಚಿಸಿದರು.: [78, 1897, 535, 1983]
article8-col4: ಬಿಜೆಪಿ ಸರ್ಕಾರ ಆಟವಾಡುವ ಅವಕಾಶ ನೀಡುತ್ತದೆಂದು ಎಂದಿರುವ ಸಿಪಿಐ(ಎಂ) ಕೇಂದ್ರ ಸರ್ಕಾರವು ಸಂವಿಧಾನದ ಭಾವವನ್ನು ಎತ್ತಿ ಹಿಡಿಯಲು ಈ ಆದೇಶವನ್ನು ತಕ್ಷಣವೇ ಹಿಂತೆಗೆದುಕೊಳ್ಳಬೇಕೆಂದು ಆಗ್ರಹಿಸಿದೆ. ಎ.ಲೋಕೇಶ್ ನಗರಕಾರ್ಯದರ್ಶಿ ಎನ್.ಕೆ.ಸುಬ್ರಮಣ್ಯ ಜಿಲ್ಲಾಕಾರ್ಯದರ್ಶಿ ತಿಳಿಸಿದರು.: [784, 2081, 1011, 2197]
article7-photo: [550, 1449, 1011, 1652]
calendar-paksha: ಪಕ್ಷ : ಕೃಷ್ಣ ಪಕ್ಷ: [161, 485, 208, 495]
varjya-header: ವರ್ಜ್ಯಂ: [184, 729, 285, 744]
rashi-cell-guru: ಗುರು: [234, 1098, 282, 1137]
rashi-chart-date: 17/2/2026: [137, 1137, 234, 1215]
sunrise-value: 6:41 AM: [84, 553, 184, 567]
moon-header-rise: ಚಂದ್ರೋದಯ: [84, 568, 184, 583]
quote-author: –ದಾ. ರಾ. ಬೇಂದ್ರೆ: [128, 282, 242, 305]
calendar-card: [84, 394, 285, 526]
sun-rashi: ಕುಂಭ: [84, 615, 184, 629]
article1-photo: [554, 164, 1009, 337]
portrait-frame: [704, 247, 764, 329]
rahu-value: 3:00 PM - 4:30 PM: [84, 715, 184, 729]
shubha-label: ಶುಭ ಸಮಯ: [84, 630, 285, 645]
article8-title: ರಾಷ್ಟ್ರಗಾನ ಕುರಿತ ಆದೇಶ : ಸಂವಿಧಾನದ ಭಾವವನ್ನು ಎತ್ತಿ ಹಿಡಿಯಲು ತಕ್ಷಣವೇ ಹಿಂತೆಗೆದುಕೊಳ್ಳಬೇಕು–ಸಿಪಿಐ(ಎಂ): [75, 2039, 887, 2065]
article1-col3: ಸಮಾಜದಲ್ಲಿ ಸೂಕ್ತ ಗೌರವ ಸಿಗಬೇಕು." ಎಂದು ಆಶಯ ವ್ಯಕ್ತಪಡಿಸಿದರು. ಇಂದಿನ ಯುವಜನತೆ ಪದವಿಯ ಓದಿಗೂ ಅವರ ಬದುಕಿಗೂ ಸಂಬಂಧವಿಲ್ಲದಂತಾಗಿದೆ. ವಿದ್ಯಾರ್ಥಿಗಳಿಗೆ ಕೃಷಿ ಬಗ್ಗೆ ಅರಿವು ಇರುವುದು ಅತ್ಯಗತ್ಯ. ಮೊಬೈಲ್‌ನಲ್ಲಿ ಸಮಯ ವ್ಯರ್ಥ ಮಾಡುವ ಬದಲು, ಭವಿಷ್ಯದ ಸವಾಲುಗಳನ್ನು ಎದುರಿಸಲು ಶ್ರಮಿಸಬೇಕು. ಬದುಕು ಕಟ್ಟಿಕೊಡುವಂತಹ ವಿದ್ಯಾಭ್ಯಾಸ ಇಂದಿನ ತುರ್ತು ಅಗತ್ಯ" ಎಂದರು. ಕಾರ್ಯಕ್ರಮದಲ್ಲಿ ಶೇಷಾದ್ರಿಪುರಂ ಕಾಲೇಜಿನ ಪ್ರಾಂಶುಪಾಲರಾದ ಡಾ. ಜಿ. ಟಿ. ಬಸವರಾಜು, ಪ್ರೊ. ಎಂ. ಡಿ. ನಂಜುಂಡಸ್ವಾಮಿ ಅಧ್ಯಯನ ಪೀಠದ ನಿರ್ದೇಶಕರಾದ ಡಾ. ಮುನಿರಾಜು ಎಂ., ಕಾಲೇಜಿನ ಉಪನ್ಯಾಸಕರು, ವಿದ್ಯಾರ್ಥಿಗಳು ಉಪಸ್ಥಿತರಿದ್ದರು.: [787, 346, 1011, 582]
article3-col2: ಸಂಘಟನಾತ್ಮಕ ಜಿಲ್ಲಾ ಘಟಕದ ಅಧ್ಯಕ್ಷ ಚಿದಾನಂದ ಗೌಡ ಮಾತನಾಡಿ, ಮಧುಗಿರಿ ,ಶಿರಾ ,ಕೊರಟಗೆರೆ ಮತ್ತು ಪಾವಗಡ ವಿಧಾನ ಸಭಾ ಕ್ಷೇತ್ರದಲ್ಲಿ ಬೂತ್ ಮಟ್ಟದಿಂದ ಬಿಜೆಪಿ ಪಕ್ಷವನ್ನು ಬಲಪಡಿಸಲು ಈಗಾಗಲೇ ಸಭೆಗಳನ್ನು ಮಾಡಲಾಗುತ್ತಿದೆ ಎಂದರು. ಪಕ್ಷ ಸಂಘಟನೆಯಿಂದಾಗಿ ಮಾತ್ರ ಜಿಲ್ಲಾ ಪಂಚಾಯಿತಿ ಹಾಗೂ ಗ್ರಾ.ಪಂ. ಚುನಾವಣೆಗಳನ್ನು ಸುಲಭ್ಯವಾಗಿ ಎದುರಿಸಲು ಸಾಧ್ಯವಾಗುತ್ತದೆ. ಈ ನಿಟ್ಟಿನಲ್ಲಿ ಬೂತ್ ಮಟ್ಟದಲ್ಲಿ ಕಾರ್ಯಕರ್ತರನ್ನು: [547, 1068, 774, 1245]
masthead: ಅಮೃತವಾಣಿ: [709, 51, 828, 85]
